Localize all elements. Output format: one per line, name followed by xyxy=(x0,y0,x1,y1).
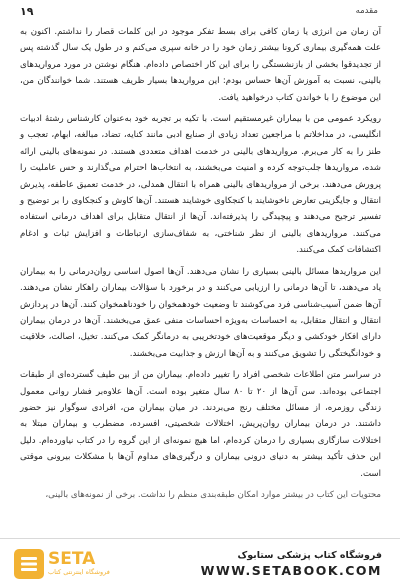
setabook-logo[interactable] xyxy=(14,549,110,579)
page-header xyxy=(0,0,400,22)
paragraph: رویکرد عمومی من با بیماران غیرمستقیم است. با تکیه بر تجربه خود به‌عنوان کارشناس رشتهٔ ادبیات انگلیسی، در مداخلاتم با مراجعین تعداد زیادی از صنایع ادبی مانند کنایه، تضاد، مبالغه، ابهام، تعجب و طنز را به کار می‌برم. مرواریدهای بالینی در خدمت اهداف متعددی هستند. در نمونه‌های بالینی ارائه شده، مرواریدها جلب‌توجه کرده و امنیت می‌بخشند، به انتخاب‌ها احترام می‌گذارند و حس عاملیت را پرورش می‌دهند. برخی از مرواریدهای بالینی همراه با انتقال همدلی، در خدمت تعمیق عاطفه، پذیرش انتقال و جایگزینی تعارض ناخوشایند با کنجکاوی خوشایند هستند. آن‌ها کاوش و کنجکاوی را بر توضیح و تفسیر ترجیح می‌دهند و پیچیدگی را پذیرفته‌اند. آن‌ها از انتقال متقابل برای اهداف درمانی استفاده می‌کنند. مرواریدهای بالینی از نظر شناختی، به شفاف‌سازی ارتباطات و افزایش ثبات و ادغام اکتشافات کمک می‌کنند. xyxy=(20,114,381,256)
chapter-title: مقدمه xyxy=(355,6,378,16)
store-footer xyxy=(0,538,400,588)
page-number: ۱۹ xyxy=(20,4,34,18)
store-url-link[interactable]: WWW.SETABOOK.COM xyxy=(200,562,382,578)
paragraph: در سراسر متن اطلاعات شخصی افراد را تغییر داده‌ام. بیماران من از بین طیف گسترده‌ای از طبقات اجتماعی بوده‌اند. سن آن‌ها از ۲۰ تا ۸۰ سال متغیر بوده است. آن‌ها علاوه‌بر فشار روانی معمول زندگی روزمره، از مسائل مختلف رنج می‌بردند. در میان بیماران من، افرادی سوگوار نیز حضور داشتند. در درمان بیماران روان‌پریش، اختلالات شخصیتی، افسرده، مضطرب و بیماران مبتلا به اختلالات سازگاری بسیاری را درمان کرده‌ام، اما هیچ نمونه‌ای از این گروه را در کتاب نیاورده‌ام. دلیل این حذف تأکید بیشتر به دنیای درونی بیماران و درگیری‌های مداوم آن‌ها با مشکلات بیرونی موقتی است. xyxy=(20,370,381,479)
paragraph: آن زمان من انرژی یا زمان کافی برای بسط تفکر موجود در این کلمات قصار را نداشتم. اکنون به علت همه‌گیری بیماری کرونا بیشتر زمان خود را در خانه سپری می‌کنم و در طول یک سال گذشته پس از تجدیدقوا بخشی از بازنشستگی را برای این کار اختصاص داده‌ام. هنگام نوشتن در مورد مرواریدهای بالینی، نسبت به آموزش آن‌ها حساس بودم: این مرواریدها بسیار ظریف هستند. شما خوانندگان من، این موضوع را با خواندن کتاب درخواهید یافت. xyxy=(20,27,381,103)
logo-subtitle: فروشگاه اینترنتی کتاب xyxy=(48,568,110,576)
store-name: فروشگاه کتاب پزشکی ستابوک xyxy=(237,549,382,561)
paragraph: این مرواریدها مسائل بالینی بسیاری را نشان می‌دهند. آن‌ها اصول اساسی روان‌درمانی را به بیماران یاد می‌دهند، تا آن‌ها درمانی را ارزیابی می‌کنند و در برخورد با سؤالات بیماران راهکار نشان می‌دهند. آن‌ها ضمن آسیب‌شناسی فرد می‌کوشند تا وضعیت خودهمخوان را خودناهمخوان کنند. آن‌ها در پردازش انتقال و انتقال متقابل، به احساسات به‌ویژه احساسات منفی عمق می‌بخشند. آن‌ها در درمان بیماران دارای افکار خودکشی و دیگر موقعیت‌های خودتخریبی به درمانگر کمک می‌کنند. تخیل، اصالت، خلاقیت و خودانگیختگی را تشویق می‌کنند و به آن‌ها ارزش و جذابیت می‌بخشند. xyxy=(20,266,381,359)
page-body xyxy=(0,24,400,533)
paragraph: محتویات این کتاب در بیشتر موارد امکان طبقه‌بندی منظم را نداشت. برخی از نمونه‌های بالینی، xyxy=(45,489,381,500)
logo-wordmark: SETA xyxy=(48,549,96,569)
book-stack-icon xyxy=(14,549,44,579)
